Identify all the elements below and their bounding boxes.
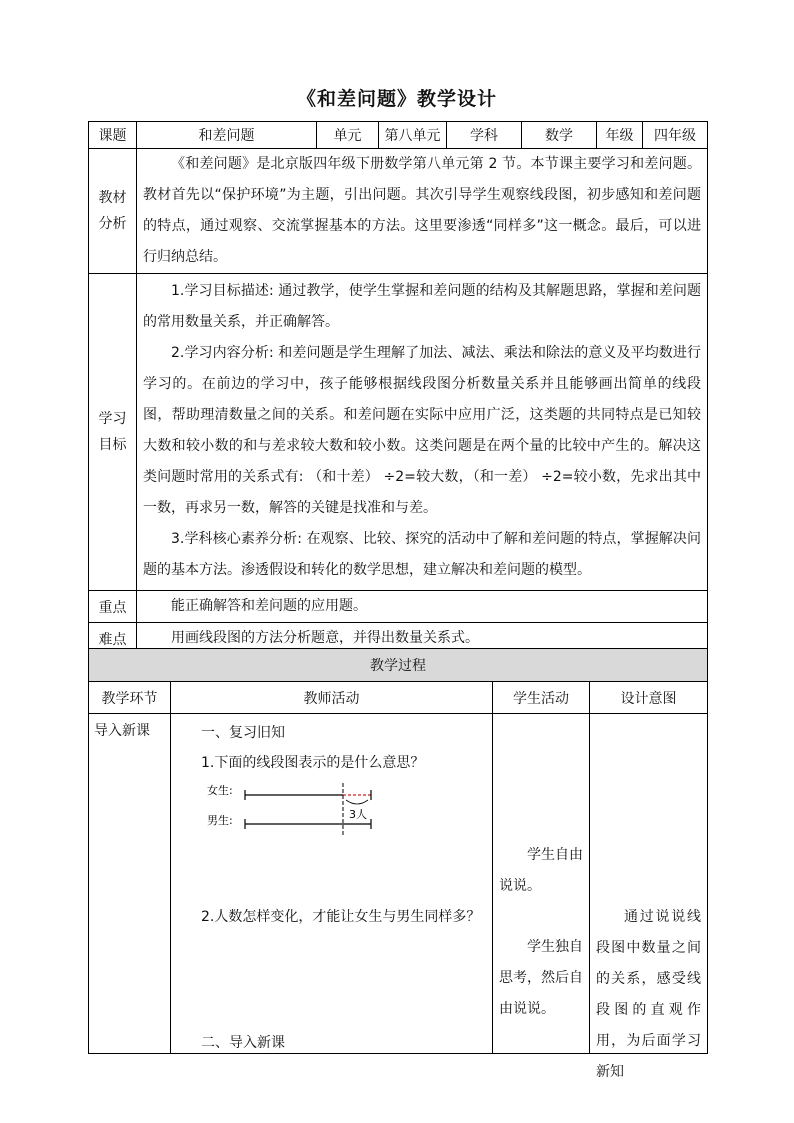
key-point-label: 重点: [89, 591, 137, 623]
unit-label: 单元: [317, 122, 379, 149]
teaching-process-table: [88, 648, 708, 1080]
analysis-label: 教材 分析: [89, 149, 137, 274]
review-heading: 一、复习旧知: [201, 725, 285, 741]
grade-label: 年级: [597, 122, 643, 149]
design-intent-cell: [590, 714, 708, 1080]
student-activity-2: 学生独自思考，然后自由说说。: [499, 939, 583, 1017]
process-heading-row: [89, 649, 708, 682]
page-title: 《和差问题》教学设计: [296, 88, 497, 110]
goals-content: [137, 274, 708, 591]
boys-label: 男生:: [207, 814, 233, 827]
girls-label: 女生:: [207, 784, 233, 797]
course-value: 和差问题: [137, 122, 317, 149]
teacher-activity-cell: [171, 714, 493, 1054]
student-activity-cell: [493, 714, 590, 1054]
process-row-intro: [89, 714, 708, 1054]
question-2: 2.人数怎样变化，才能让女生与男生同样多？: [201, 909, 481, 925]
subject-label: 学科: [447, 122, 522, 149]
header-row: [89, 122, 708, 149]
subject-value: 数学: [522, 122, 597, 149]
key-point-row: [89, 591, 708, 623]
goals-row: [89, 274, 708, 591]
process-columns-row: [89, 682, 708, 714]
stage-cell: [89, 714, 171, 1054]
col-student: 学生活动: [493, 682, 590, 714]
course-label: 课题: [89, 122, 137, 149]
student-activity-1: 学生自由说说。: [499, 847, 583, 894]
analysis-row: [89, 149, 708, 274]
design-intent-text: 通过说说线段图中数量之间的关系，感受线段图的直观作用，为后面学习新知: [596, 909, 701, 1080]
goal-item-1: 1.学习目标描述: 通过教学，使学生掌握和差问题的结构及其解题思路，掌握和差问题的常用数量关系，并正确解答。: [143, 283, 701, 330]
goal-item-3: 3.学科核心素养分析: 在观察、比较、探究的活动中了解和差问题的特点，掌握解决问题的基本方法。渗透假设和转化的数学思想，建立解决和差问题的模型。: [143, 531, 701, 578]
col-stage: 教学环节: [89, 682, 171, 714]
intro-heading: 二、导入新课: [201, 1035, 285, 1051]
question-1: 1.下面的线段图表示的是什么意思？: [201, 755, 425, 771]
stage-label: 导入新课: [94, 723, 150, 739]
unit-value: 第八单元: [379, 122, 447, 149]
process-heading: 教学过程: [89, 649, 708, 682]
grade-value: 四年级: [643, 122, 708, 149]
difficulty-text: 用画线段图的方法分析题意，并得出数量关系式。: [137, 623, 708, 655]
col-design: 设计意图: [590, 682, 708, 714]
goals-label: 学习 目标: [89, 274, 137, 591]
key-point-text: 能正确解答和差问题的应用题。: [137, 591, 708, 623]
difficulty-label: 难点: [89, 623, 137, 655]
difference-label: 3人: [349, 808, 367, 821]
col-teacher: 教师活动: [171, 682, 493, 714]
goal-item-2: 2.学习内容分析: 和差问题是学生理解了加法、减法、乘法和除法的意义及平均数进行学习的。在前边的学习中，孩子能够根据线段图分析数量关系并且能够画出简单的线段图，帮助理清数量之间的关系。和差问题在实际中应用广泛，这类题的共同特点是已知较大数和较小数的和与差求较大数和较小数。这类问题是在两个量的比较中产生的。解决这类问题时常用的关系式有: （和十差） ÷2=较大数，（和一差） ÷2=较小数，先求出其中一数，再求另一数，解答的关键是找准和与差。: [143, 345, 701, 516]
lesson-info-table: [88, 121, 708, 655]
difference-brace: [346, 800, 368, 804]
segment-diagram: [201, 778, 391, 838]
analysis-text: 《和差问题》是北京版四年级下册数学第八单元第 2 节。本节课主要学习和差问题。教材首先以“保护环境”为主题，引出问题。其次引导学生观察线段图，初步感知和差问题的特点，通过观察、交流掌握基本的方法。这里要渗透“同样多”这一概念。最后，可以进行归纳总结。: [137, 149, 708, 274]
